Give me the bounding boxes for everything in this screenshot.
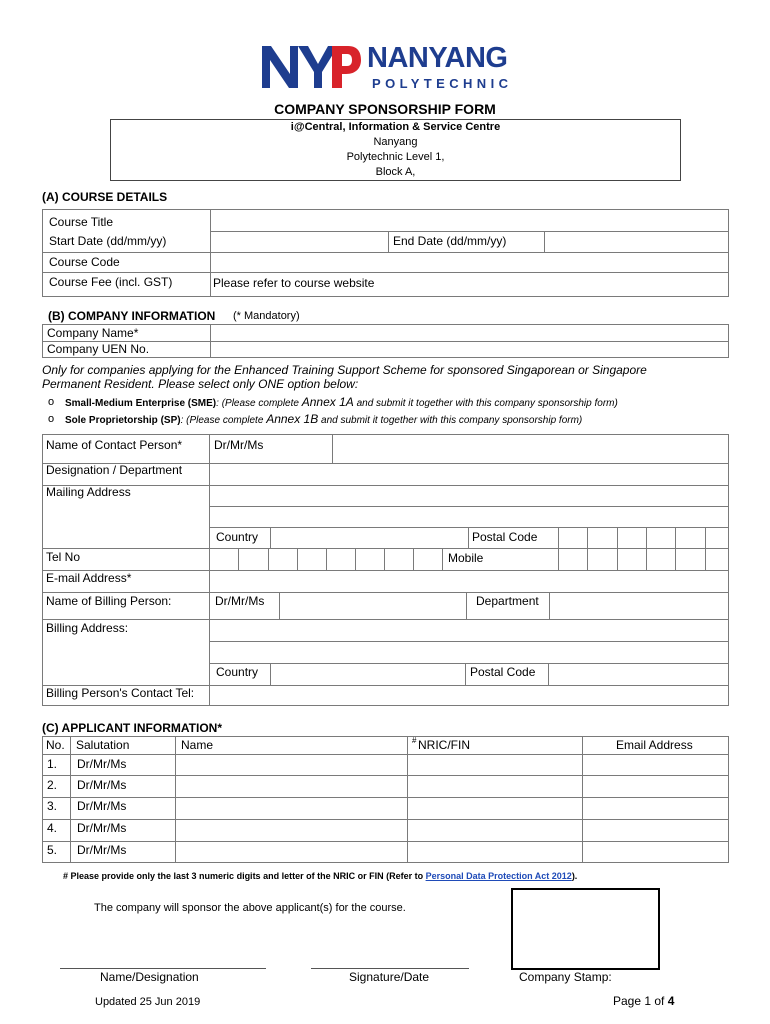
- applicant-row-line: [42, 841, 729, 842]
- tel-digit-divider: [268, 548, 269, 570]
- applicant-email-input[interactable]: [584, 756, 728, 774]
- submission-line2: Nanyang: [373, 136, 418, 148]
- col-header-name: Name: [181, 738, 214, 752]
- nric-footnote: [63, 869, 577, 883]
- billing-postal-label: Postal Code: [470, 665, 536, 679]
- applicant-name-input[interactable]: [177, 799, 406, 818]
- start-date-input[interactable]: [212, 233, 386, 251]
- page-prefix: Page: [613, 994, 645, 1008]
- sp-option-label: Sole Proprietorship (SP): [65, 415, 181, 426]
- row-no: 4.: [47, 821, 58, 835]
- billing-person-input[interactable]: [281, 594, 464, 618]
- course-row-line-3: [42, 272, 729, 273]
- sme-option-bullet[interactable]: o: [48, 396, 55, 408]
- applicant-name-input[interactable]: [177, 843, 406, 862]
- col-header-salutation: Salutation: [76, 738, 130, 752]
- sme-option-note-post: and submit it together with this company sponsorship form): [353, 398, 618, 409]
- contact-row-line-2: [42, 485, 729, 486]
- nyp-logo-mark: [262, 44, 362, 90]
- billing-postal-divider-left: [465, 663, 466, 685]
- country-label: Country: [216, 530, 259, 544]
- course-label-divider: [210, 209, 211, 297]
- billing-postal-divider-right: [548, 663, 549, 685]
- footnote-text: # Please provide only the last 3 numeric digits and letter of the NRIC or FIN (Refer to: [63, 871, 426, 881]
- col-divider-salutation: [175, 736, 176, 863]
- etss-note-line1: Only for companies applying for the Enhanced Training Support Scheme for sponsored Singaporean or Singapore: [42, 363, 647, 377]
- mobile-digit-divider: [587, 527, 588, 570]
- designation-input[interactable]: [211, 465, 727, 484]
- applicant-row-line: [42, 819, 729, 820]
- row-no: 3.: [47, 799, 58, 813]
- company-stamp-box[interactable]: [511, 888, 660, 970]
- name-designation-label: Name/Designation: [100, 970, 199, 984]
- mobile-digit-divider: [705, 527, 706, 570]
- applicant-row-line: [42, 797, 729, 798]
- billing-address-input-2[interactable]: [211, 643, 727, 662]
- row-no: 1.: [47, 757, 58, 771]
- applicant-nric-input[interactable]: [409, 843, 581, 862]
- row-salutation: Dr/Mr/Ms: [77, 799, 127, 813]
- tel-no-label: Tel No: [46, 550, 81, 564]
- sponsor-statement: The company will sponsor the above applicant(s) for the course.: [94, 902, 406, 914]
- contact-row-line-5: [42, 548, 729, 549]
- section-c-heading: (C) APPLICANT INFORMATION*: [42, 721, 222, 735]
- postal-divider-right: [558, 527, 559, 570]
- row-salutation: Dr/Mr/Ms: [77, 821, 127, 835]
- contact-row-line-3: [209, 506, 729, 507]
- applicant-nric-input[interactable]: [409, 821, 581, 840]
- course-fee-value: Please refer to course website: [213, 276, 375, 290]
- applicant-name-input[interactable]: [177, 821, 406, 840]
- email-input[interactable]: [211, 572, 727, 591]
- billing-country-divider: [270, 663, 271, 685]
- applicant-row-line: [42, 775, 729, 776]
- name-designation-line[interactable]: [60, 968, 266, 969]
- footnote-end: ).: [571, 871, 578, 881]
- sp-option: [65, 412, 582, 428]
- contact-person-label: Name of Contact Person*: [46, 438, 183, 452]
- billing-tel-input[interactable]: [211, 687, 727, 705]
- col-header-nric-mark: #: [412, 736, 417, 745]
- postal-code-label: Postal Code: [472, 530, 538, 544]
- contact-row-line-9: [209, 641, 729, 642]
- course-code-input[interactable]: [212, 254, 727, 271]
- submission-line1: i@Central, Information & Service Centre: [290, 121, 501, 133]
- company-stamp-label: Company Stamp:: [519, 970, 612, 984]
- end-date-divider-right: [544, 231, 545, 252]
- form-title: COMPANY SPONSORSHIP FORM: [274, 101, 496, 117]
- submission-line4: Block A,: [375, 166, 416, 178]
- country-divider: [270, 527, 271, 548]
- company-uen-label: Company UEN No.: [47, 342, 150, 356]
- applicant-nric-input[interactable]: [409, 756, 581, 774]
- contact-row-line-8: [42, 619, 729, 620]
- country-input[interactable]: [272, 529, 466, 547]
- col-divider-nric: [582, 736, 583, 863]
- course-code-label: Course Code: [49, 255, 120, 269]
- sme-annex: Annex 1A: [301, 395, 354, 409]
- contact-person-input[interactable]: [334, 436, 727, 462]
- pdpa-link[interactable]: Personal Data Protection Act 2012: [425, 871, 572, 881]
- end-date-divider-left: [388, 231, 389, 252]
- company-name-input[interactable]: [212, 325, 727, 340]
- tel-digit-divider: [442, 548, 443, 570]
- col-divider-name: [407, 736, 408, 863]
- department-divider-left: [466, 592, 467, 619]
- tel-digit-divider: [238, 548, 239, 570]
- applicant-email-input[interactable]: [584, 843, 728, 862]
- col-divider-no: [70, 736, 71, 863]
- mailing-address-input-1[interactable]: [211, 487, 727, 505]
- department-label: Department: [476, 594, 539, 608]
- row-salutation: Dr/Mr/Ms: [77, 778, 127, 792]
- mobile-digit-divider: [617, 527, 618, 570]
- mandatory-note: (* Mandatory): [233, 310, 300, 322]
- col-header-nric: NRIC/FIN: [418, 738, 470, 752]
- row-salutation: Dr/Mr/Ms: [77, 757, 127, 771]
- applicant-email-input[interactable]: [584, 777, 728, 796]
- sme-option-note-pre: : (Please complete: [216, 398, 302, 409]
- logo-line2: POLYTECHNIC: [372, 76, 513, 91]
- course-title-input[interactable]: [212, 211, 727, 230]
- billing-person-label: Name of Billing Person:: [46, 594, 172, 608]
- sp-option-bullet[interactable]: o: [48, 413, 55, 425]
- page-indicator: [613, 994, 674, 1008]
- section-a-heading: (A) COURSE DETAILS: [42, 190, 168, 204]
- start-date-label: Start Date (dd/mm/yy): [49, 234, 167, 248]
- applicant-email-input[interactable]: [584, 799, 728, 818]
- billing-salutation: Dr/Mr/Ms: [215, 594, 265, 608]
- course-row-line-1: [210, 231, 729, 232]
- signature-date-label: Signature/Date: [349, 970, 430, 984]
- row-salutation: Dr/Mr/Ms: [77, 843, 127, 857]
- mobile-label: Mobile: [448, 551, 484, 565]
- billing-address-label: Billing Address:: [46, 621, 129, 635]
- applicant-nric-input[interactable]: [409, 799, 581, 818]
- contact-name-divider: [332, 434, 333, 463]
- sp-option-note-post: and submit it together with this company sponsorship form): [318, 415, 583, 426]
- end-date-input[interactable]: [546, 233, 727, 251]
- updated-date: Updated 25 Jun 2019: [95, 996, 201, 1008]
- applicant-name-input[interactable]: [177, 756, 406, 774]
- billing-country-label: Country: [216, 665, 259, 679]
- mailing-address-label: Mailing Address: [46, 485, 131, 499]
- designation-label: Designation / Department: [46, 463, 183, 477]
- signature-date-line[interactable]: [311, 968, 469, 969]
- billing-postal-input[interactable]: [550, 665, 727, 684]
- end-date-label: End Date (dd/mm/yy): [393, 234, 507, 248]
- tel-digit-divider: [413, 548, 414, 570]
- email-label: E-mail Address*: [46, 571, 132, 585]
- postal-divider-left: [468, 527, 469, 548]
- contact-row-line-10: [209, 663, 729, 664]
- page-total: 4: [667, 994, 675, 1008]
- applicant-name-input[interactable]: [177, 777, 406, 796]
- tel-digit-divider: [297, 548, 298, 570]
- course-title-label: Course Title: [49, 215, 114, 229]
- tel-digit-divider: [326, 548, 327, 570]
- applicant-nric-input[interactable]: [409, 777, 581, 796]
- contact-row-line-4: [209, 527, 729, 528]
- department-divider-right: [549, 592, 550, 619]
- contact-row-line-6: [42, 570, 729, 571]
- mobile-digit-divider: [646, 527, 647, 570]
- company-name-label: Company Name*: [47, 326, 139, 340]
- billing-country-input[interactable]: [272, 665, 463, 684]
- sp-annex: Annex 1B: [266, 412, 319, 426]
- page-number: 1: [644, 994, 652, 1008]
- contact-row-line-7: [42, 592, 729, 593]
- submission-line3: Polytechnic Level 1,: [346, 151, 445, 163]
- sme-option-label: Small-Medium Enterprise (SME): [65, 398, 217, 409]
- billing-tel-label: Billing Person's Contact Tel:: [46, 686, 195, 700]
- department-input[interactable]: [551, 594, 727, 618]
- mailing-address-input-2[interactable]: [211, 508, 727, 526]
- tel-digit-divider: [384, 548, 385, 570]
- nyp-logo: [262, 44, 518, 94]
- mobile-digit-divider: [675, 527, 676, 570]
- etss-note-line2: Permanent Resident. Please select only ONE option below:: [42, 377, 359, 391]
- section-b-heading: (B) COMPANY INFORMATION: [48, 309, 216, 323]
- billing-name-divider: [279, 592, 280, 619]
- contact-salutation: Dr/Mr/Ms: [214, 438, 264, 452]
- applicant-email-input[interactable]: [584, 821, 728, 840]
- col-header-email: Email Address: [616, 738, 693, 752]
- sp-option-note-pre: : (Please complete: [180, 415, 267, 426]
- logo-line1: NANYANG: [367, 42, 508, 74]
- billing-address-input-1[interactable]: [211, 621, 727, 640]
- row-no: 2.: [47, 778, 58, 792]
- company-uen-input[interactable]: [212, 342, 727, 357]
- applicant-row-line: [42, 754, 729, 755]
- sme-option: [65, 395, 618, 411]
- col-header-no: No.: [46, 738, 65, 752]
- tel-digit-divider: [355, 548, 356, 570]
- course-row-line-2: [42, 252, 729, 253]
- row-no: 5.: [47, 843, 58, 857]
- course-fee-label: Course Fee (incl. GST): [49, 275, 173, 289]
- page-of: of: [651, 994, 668, 1008]
